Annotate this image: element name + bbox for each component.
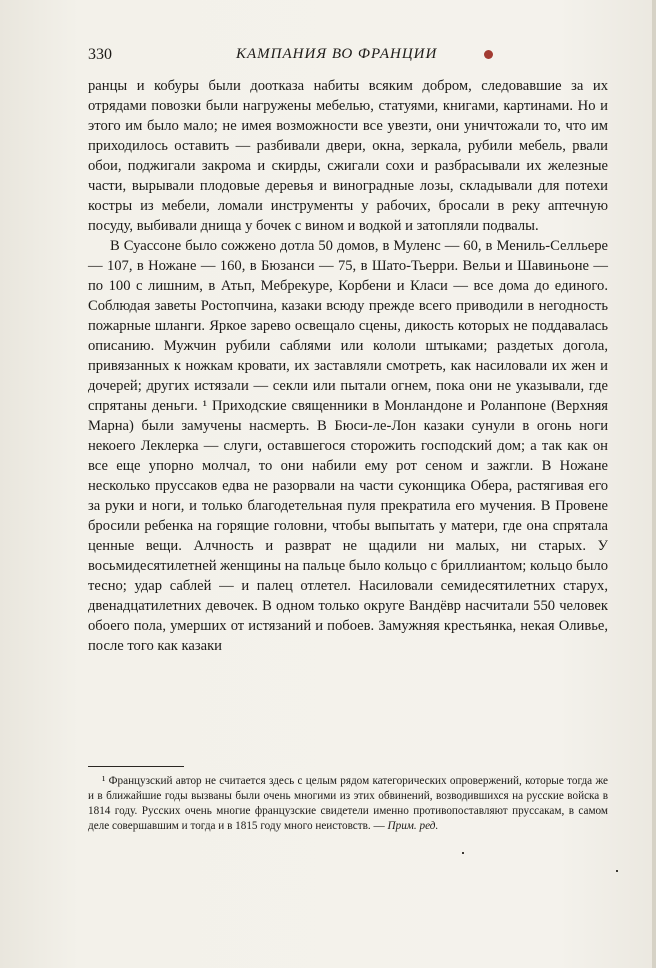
footnote-text: ¹ Французский автор не считается здесь с целым рядом категорических опровержений, которые тогда же и в ближайшие годы вызваны были очень многими из этих обвинений, возводившихся на русские войска в 1814 году. Русских очень многие французские свидетели именно противопоставляют пруссакам, в самом деле совершавшим и тогда и в 1815 году много неистовств. — — [88, 775, 608, 832]
red-dot-mark — [484, 50, 493, 59]
running-title: КАМПАНИЯ ВО ФРАНЦИИ — [236, 46, 438, 62]
page-edge — [652, 0, 656, 968]
footnote-divider — [88, 766, 184, 767]
paragraph-suassons: В Суассоне было сожжено дотла 50 домов, в Муленс — 60, в Мениль-Селльере — 107, в Ножане — 160, в Бюзанси — 75, в Шато-Тьерри. Вельи и Шавиньоне — по 100 с лишним, в Атьп, Мебрекуре, Корбени и Класи — все дома до единого. Соблюдая заветы Ростопчина, казаки всюду прежде всего приводили в негодность пожарные шланги. Яркое зарево освещало сцены, дикость которых не поддавалась описанию. Мужчин рубили саблями или кололи штыками; раздетых догола, привязанных к ножкам кровати, их заставляли смотреть, как насиловали их жен и дочерей; других истязали — секли или пытали огнем, пока они не указывали, где спрятаны деньги. ¹ Приходские священники в Монландоне и Роланпоне (Верхняя Марна) были замучены насмерть. В Бюси-ле-Лон казаки сунули в огонь ноги некоего Леклерка — слуги, оставшегося сторожить господский дом; а так как он все еще упорно молчал, то они набили ему рот сеном и зажгли. В Ножане несколько пруссаков едва не разорвали на части суконщика Обера, растягивая его за руки и ноги, и только благодетельная пуля прекратила его мучения. В Провене бросили ребенка на горящие головни, чтобы выпытать у матери, где она спрятала ценные вещи. Алчность и разврат не щадили ни малых, ни старых. У восьмидесятилетней женщины на пальце было кольцо с бриллиантом; кольцо было тесно; удар саблей — и палец отлетел. Насиловали семидесятилетних старух, двенадцатилетних девочек. В одном только округе Вандёвр насчитали 550 человек обоего пола, умерших от истязаний и побоев. Замужняя крестьянка, некая Оливье, после того как казаки — [88, 238, 608, 654]
page-header — [88, 44, 608, 68]
speck — [616, 870, 618, 872]
page-number: 330 — [88, 46, 112, 63]
footnote-signature: Прим. ред. — [387, 820, 439, 832]
main-text — [88, 76, 608, 656]
footnote — [88, 774, 608, 834]
speck — [462, 852, 464, 854]
paragraph-continuation: ранцы и кобуры были доотказа набиты всяким добром, следовавшие за их отрядами повозки были нагружены мебелью, статуями, книгами, картинами. Но и этого им было мало; не имея возможности все увезти, они уничтожали то, что им приходилось оставить — разбивали двери, окна, зеркала, рубили мебель, рвали обои, поджигали закрома и скирды, сжигали сохи и разбрасывали их железные части, вырывали плодовые деревья и виноградные лозы, складывали для потехи костры из мебели, ломали инструменты у рабочих, бросали в реку аптечную посуду, выбивали днища у бочек с вином и водкой и затопляли подвалы. — [88, 78, 608, 234]
